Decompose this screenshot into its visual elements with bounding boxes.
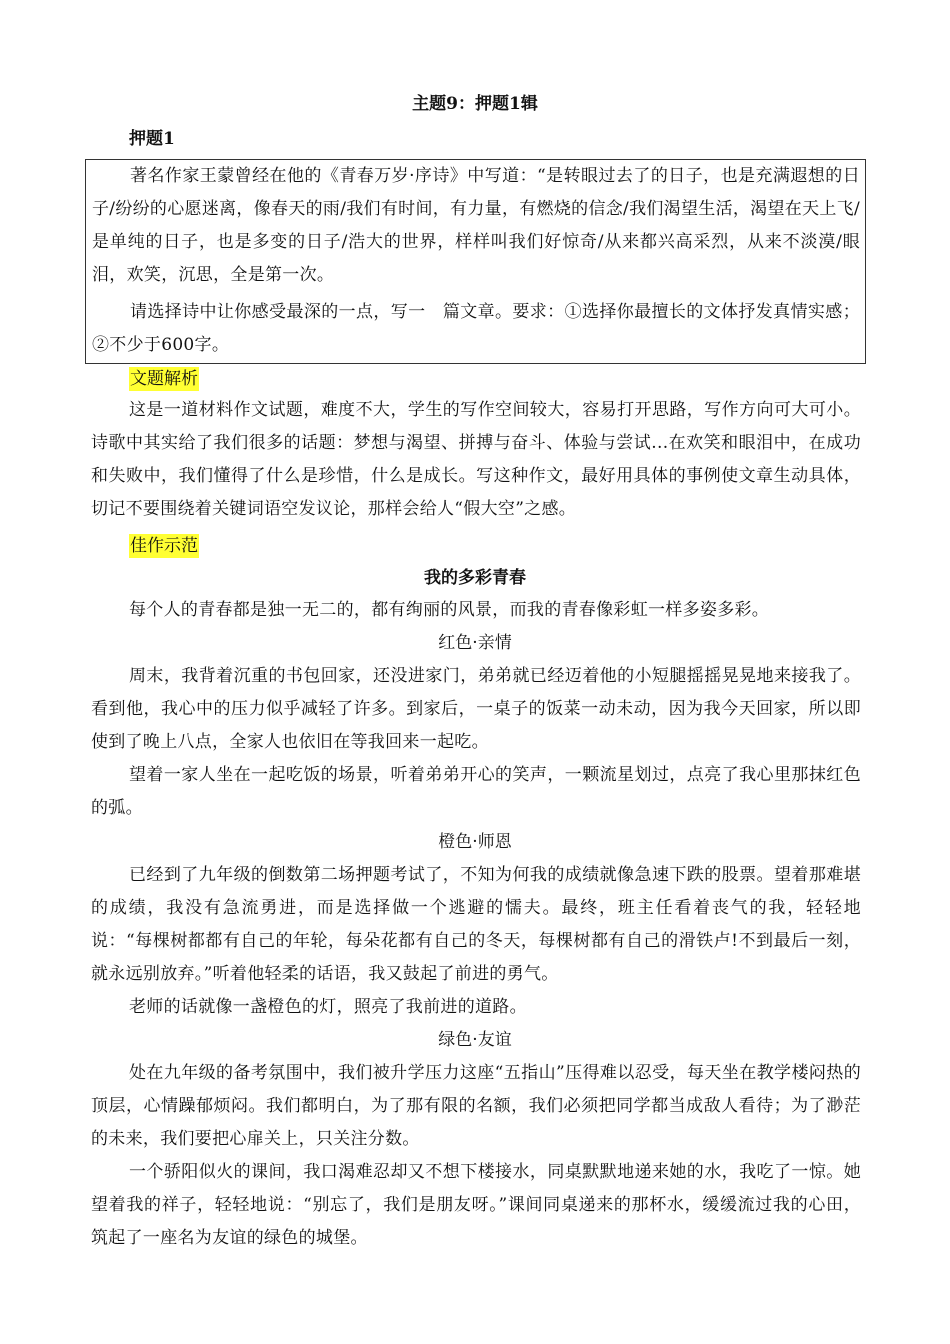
section-heading-orange: 橙色·师恩 (438, 832, 512, 852)
document-title: 主题9：押题1辑 (412, 94, 538, 114)
section-red-paragraph-1: 周末，我背着沉重的书包回家，还没进家门，弟弟就已经迈着他的小短腿摇摇晃晃地来接我了。看到他，我心中的压力似乎减轻了许多。到家后，一桌子的饭菜一动未动，因为我今天回家，所以即使到了晚上八点，全家人也依旧在等我回来一起吃。 (91, 666, 861, 752)
section-green-paragraph-2: 一个骄阳似火的课间，我口渴难忍却又不想下楼接水，同桌默默地递来她的水，我吃了一惊。她望着我的祥子，轻轻地说：“别忘了，我们是朋友呀。”课间同桌递来的那杯水，缓缓流过我的心田，筑起了一座名为友谊的绿色的城堡。 (91, 1162, 861, 1248)
section-orange-paragraph-2: 老师的话就像一盏橙色的灯，照亮了我前进的道路。 (129, 997, 527, 1017)
section-orange-paragraph-1: 已经到了九年级的倒数第二场押题考试了，不知为何我的成绩就像急速下跌的股票。望着那难堪的成绩，我没有急流勇进，而是选择做一个逃避的懦夫。最终，班主任看着丧气的我，轻轻地说：“每棵树都都有自己的年轮，每朵花都有自己的冬天，每棵树都有自己的滑铁卢!不到最后一刻，就永远别放弃。”听着他轻柔的话语，我又鼓起了前进的勇气。 (91, 865, 861, 984)
prompt-box (85, 159, 866, 364)
prompt-paragraph-2: 请选择诗中让你感受最深的一点，写一 篇文章。要求：①选择你最擅长的文体抒发真情实感；②不少于600字。 (92, 302, 860, 355)
section-heading-green: 绿色·友谊 (438, 1030, 512, 1050)
question-label: 押题1 (129, 129, 175, 149)
section-green-paragraph-1: 处在九年级的备考氛围中，我们被升学压力这座“五指山”压得难以忍受，每天坐在教学楼闷热的顶层，心情躁郁烦闷。我们都明白，为了那有限的名额，我们必须把同学都当成敌人看待；为了渺茫的未来，我们要把心扉关上，只关注分数。 (91, 1063, 861, 1149)
prompt-paragraph-1: 著名作家王蒙曾经在他的《青春万岁·序诗》中写道：“是转眼过去了的日子，也是充满遐想的日子/纷纷的心愿迷离，像春天的雨/我们有时间，有力量，有燃烧的信念/我们渴望生活，渴望在天上飞/是单纯的日子，也是多变的日子/浩大的世界，样样叫我们好惊奇/从来都兴高采烈，从来不淡漠/眼泪，欢笑，沉思，全是第一次。 (92, 166, 861, 285)
sample-essay-label: 佳作示范 (130, 536, 198, 556)
analysis-label: 文题解析 (130, 369, 198, 389)
essay-intro: 每个人的青春都是独一无二的，都有绚丽的风景，而我的青春像彩虹一样多姿多彩。 (129, 600, 770, 620)
analysis-paragraph: 这是一道材料作文试题，难度不大，学生的写作空间较大，容易打开思路，写作方向可大可小。诗歌中其实给了我们很多的话题：梦想与渴望、拼搏与奋斗、体验与尝试...在欢笑和眼泪中，在成功和失败中，我们懂得了什么是珍惜，什么是成长。写这种作文，最好用具体的事例使文章生动具体，切记不要围绕着关键词语空发议论，那样会给人“假大空”之感。 (91, 400, 861, 519)
essay-title: 我的多彩青春 (424, 568, 526, 588)
section-heading-red: 红色·亲情 (438, 633, 512, 653)
section-red-paragraph-2: 望着一家人坐在一起吃饭的场景，听着弟弟开心的笑声，一颗流星划过，点亮了我心里那抹红色的弧。 (91, 765, 861, 818)
